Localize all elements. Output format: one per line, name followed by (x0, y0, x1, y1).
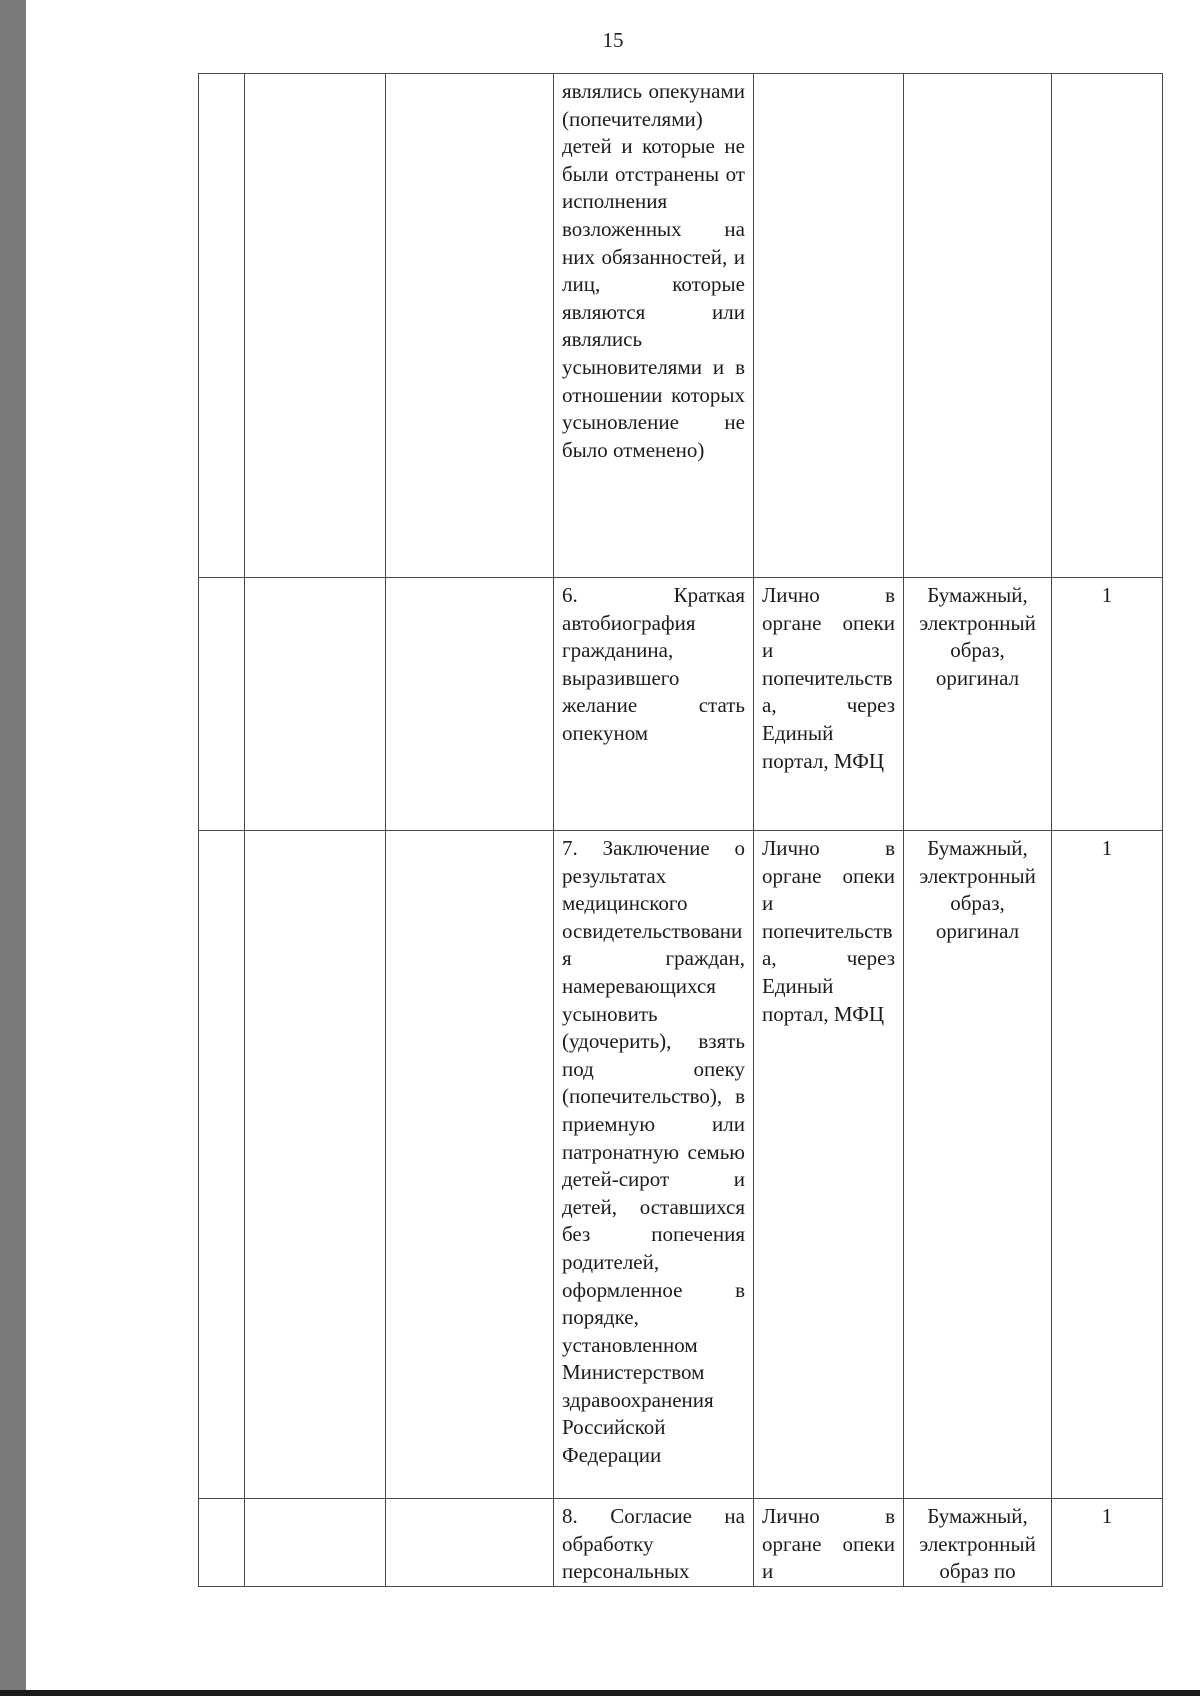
cell-submission: Лично в органе опеки и (754, 1499, 904, 1587)
page-number: 15 (602, 28, 624, 52)
cell-count: 1 (1052, 1499, 1163, 1587)
cell-service (245, 74, 386, 578)
cell-number (199, 74, 245, 578)
cell-category (386, 578, 554, 831)
cell-count: 1 (1052, 578, 1163, 831)
cell-count (1052, 74, 1163, 578)
cell-form: Бумажный, электронный образ по (904, 1499, 1052, 1587)
cell-submission: Лично в органе опеки и попечительства, через Единый портал, МФЦ (754, 831, 904, 1499)
cell-service (245, 578, 386, 831)
cell-number (199, 1499, 245, 1587)
scan-edge (0, 1690, 1200, 1696)
cell-category (386, 831, 554, 1499)
table-row (199, 1499, 1163, 1587)
documents-table (198, 73, 1163, 1587)
table-row (199, 831, 1163, 1499)
cell-number (199, 578, 245, 831)
cell-category (386, 1499, 554, 1587)
cell-form: Бумажный, электронный образ, оригинал (904, 831, 1052, 1499)
cell-document: 6. Краткая автобиография гражданина, выразившего желание стать опекуном (554, 578, 754, 831)
cell-document: 8. Согласие на обработку персональных (554, 1499, 754, 1587)
cell-service (245, 831, 386, 1499)
table-row (199, 578, 1163, 831)
cell-category (386, 74, 554, 578)
table-row (199, 74, 1163, 578)
cell-submission (754, 74, 904, 578)
cell-form (904, 74, 1052, 578)
cell-form: Бумажный, электронный образ, оригинал (904, 578, 1052, 831)
cell-submission: Лично в органе опеки и попечительства, через Единый портал, МФЦ (754, 578, 904, 831)
cell-count: 1 (1052, 831, 1163, 1499)
cell-service (245, 1499, 386, 1587)
cell-document: 7. Заключение о результатах медицинского освидетельствования граждан, намеревающихся усыновить (удочерить), взять под опеку (попечительство), в приемную или патронатную семью детей-сирот и детей, оставшихся без попечения родителей, оформленное в порядке, установленном Министерством здравоохранения Российской Федерации (554, 831, 754, 1499)
document-page (26, 0, 1200, 1690)
cell-number (199, 831, 245, 1499)
cell-document: являлись опекунами (попечителями) детей и которые не были отстранены от исполнения возложенных на них обязанностей, и лиц, которые являются или являлись усыновителями и в отношении которых усыновление не было отменено) (554, 74, 754, 578)
